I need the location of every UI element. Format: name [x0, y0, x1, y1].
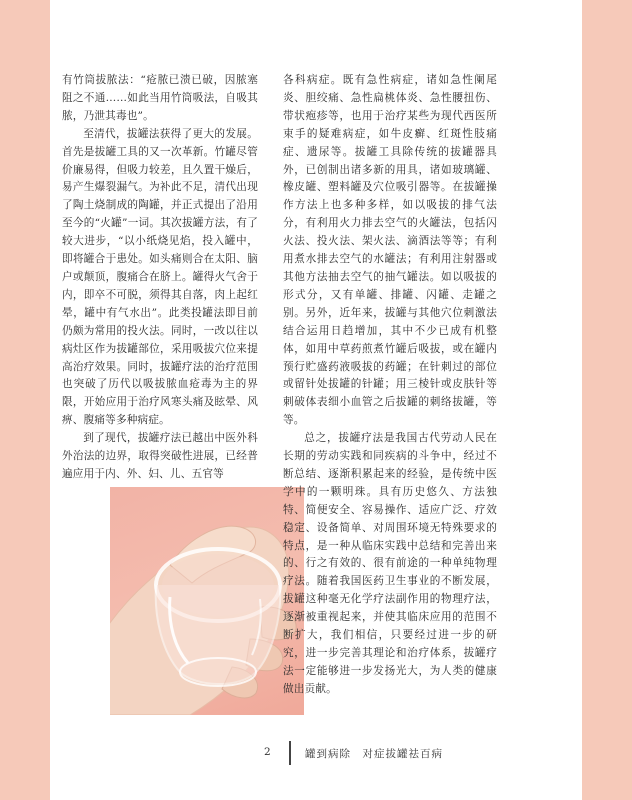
left-paragraph-3: 到了现代，拔罐疗法已越出中医外科外治法的边界，取得突破性进展，已经普遍应用于内、外、妇、儿、五官等	[62, 432, 258, 480]
hand-holding-glass-cup-illustration	[110, 487, 304, 715]
running-head: 罐到病除 对症拔罐祛百病	[305, 748, 443, 760]
page-number: 2	[264, 746, 271, 758]
glass-cup-photo	[110, 487, 304, 715]
left-paragraph-2: 至清代，拔罐法获得了更大的发展。首先是拔罐工具的又一次革新。竹罐尽管价廉易得，但吸力较差，且久置干燥后，易产生爆裂漏气。为补此不足，清代出现了陶土烧制成的陶罐，并正式提出了沿用至今的“火罐”一词。其次拔罐方法，有了较大进步，“以小纸烧见焰，投入罐中，即将罐合于患处。如头痛则合在太阳、脑户或颠顶，腹痛合在脐上。罐得火气舍于内，即卒不可脱，须得其自落，肉上起红晕，罐中有气水出”。此类投罐法即目前仍颇为常用的投火法。同时，一改以往以病灶区作为拔罐部位，采用吸拔穴位来提高治疗效果。同时，拔罐疗法的治疗范围也突破了历代以吸拔脓血疮毒为主的界限，开始应用于治疗风寒头痛及眩晕、风痹、腹痛等多种病症。	[62, 127, 258, 427]
left-text-column	[62, 72, 258, 484]
footer-divider	[289, 741, 291, 765]
page-footer	[0, 738, 632, 768]
right-paragraph-2: 总之，拔罐疗法是我国古代劳动人民在长期的劳动实践和同疾病的斗争中，经过不断总结、逐渐积累起来的经验，是传统中医学中的一颗明珠。具有历史悠久、方法独特、简便安全、容易操作、适应广泛、疗效稳定、设备简单、对周围环境无特殊要求的特点，是一种从临床实践中总结和完善出来的、行之有效的、很有前途的一种单纯物理疗法。随着我国医药卫生事业的不断发展，拔罐这种毫无化学疗法副作用的物理疗法，逐渐被重视起来，并使其临床应用的范围不断扩大，我们相信，只要经过进一步的研究，进一步完善其理论和治疗体系，拔罐疗法一定能够进一步发扬光大，为人类的健康做出贡献。	[283, 432, 497, 695]
right-paragraph-1: 各科病症。既有急性病症，诸如急性阑尾炎、胆绞痛、急性扁桃体炎、急性腰扭伤、带状疱疹等，也用于治疗某些为现代西医所束手的疑难病症，如牛皮癣、红斑性肢痛症、遗尿等。拔罐工具除传统的拔罐器具外，已创制出诸多新的用具，诸如玻璃罐、橡皮罐、塑料罐及穴位吸引器等。在拔罐操作方法上也多种多样，如以吸拔的排气法分，有利用火力排去空气的火罐法，包括闪火法、投火法、架火法、滴酒法等等；有利用煮水排去空气的水罐法；有利用注射器或其他方法抽去空气的抽气罐法。如以吸拔的形式分，又有单罐、排罐、闪罐、走罐之别。另外，近年来，拔罐与其他穴位刺激法结合运用日趋增加，其中不少已成有机整体，如用中草药煎煮竹罐后吸拔，或在罐内预行贮盛药液吸拔的药罐；在针刺过的部位或留针处拔罐的针罐；用三棱针或皮肤针等刺破体表细小血管之后拔罐的刺络拔罐，等等。	[283, 74, 497, 427]
left-paragraph-1: 有竹筒拔脓法：“疮脓已溃已破，因脓塞阻之不通……如此当用竹筒吸法，自吸其脓，乃泄其毒也”。	[62, 74, 258, 122]
right-text-column	[283, 72, 497, 699]
